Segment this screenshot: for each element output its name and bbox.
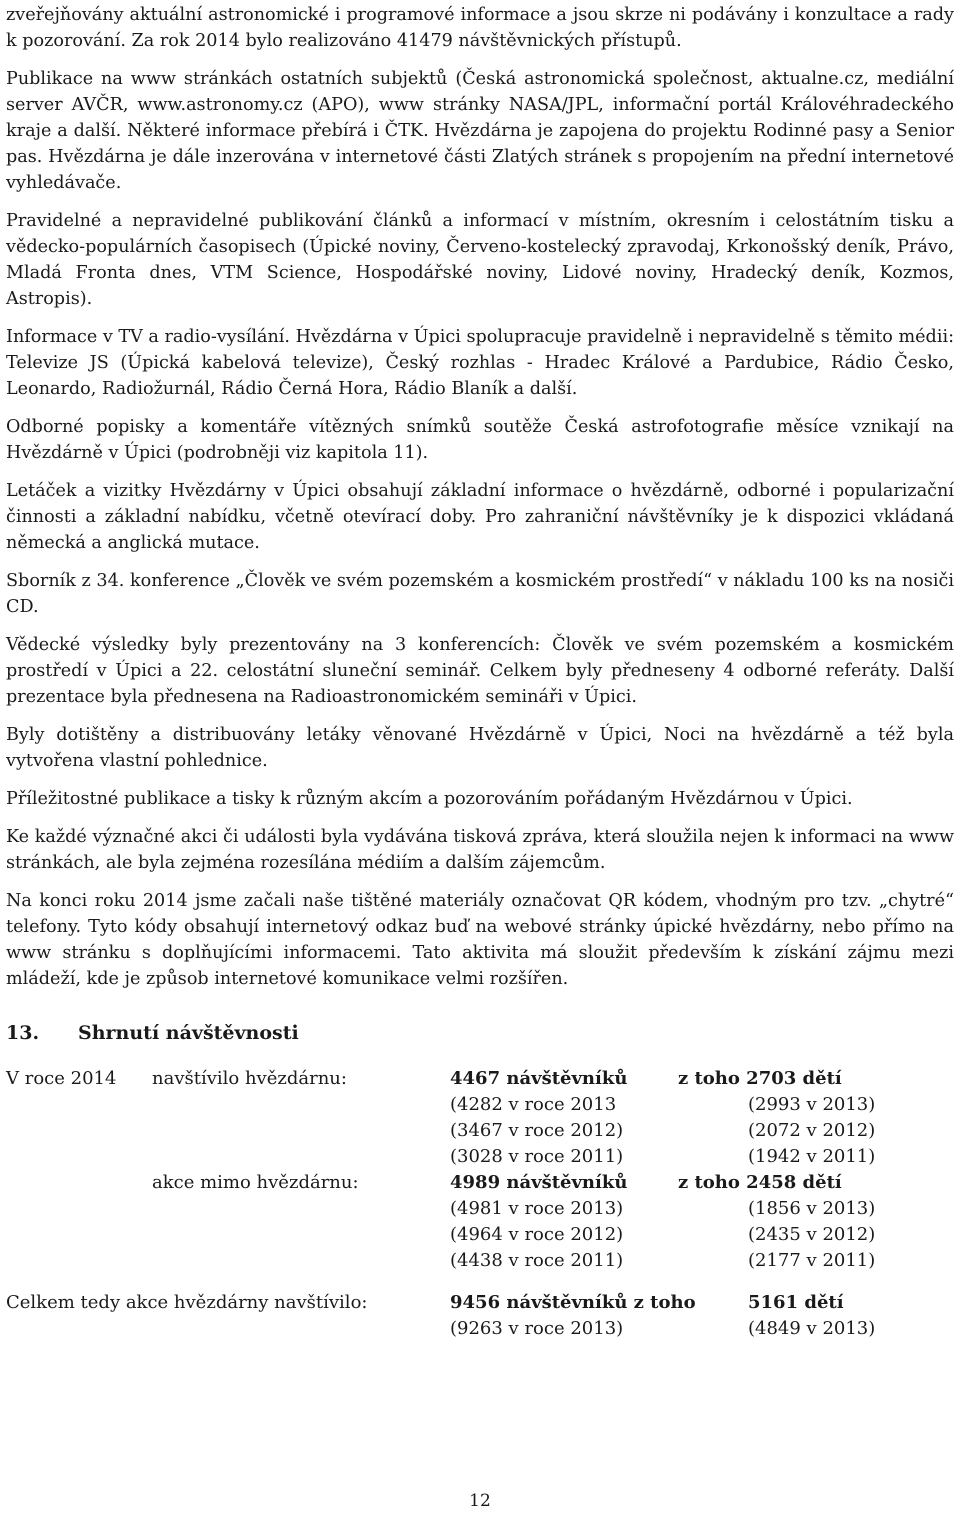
history-children: (1856 v 2013) <box>748 1198 876 1219</box>
history-children: (4849 v 2013) <box>748 1318 876 1339</box>
visited-total: 4467 návštěvníků <box>450 1068 628 1089</box>
paragraph-postcards: Byly dotištěny a distribuovány letáky věnované Hvězdárně v Úpici, Noci na hvězdárně a též byla vytvořena vlastní pohlednice. <box>6 725 954 771</box>
history-visitors: (4964 v roce 2012) <box>450 1224 624 1245</box>
paragraph-conferences: Vědecké výsledky byly prezentovány na 3 konferencích: Člověk ve svém pozemském a kosmickém prostředí v Úpici a 22. celostátní sluneční seminář. Celkem byly předneseny 4 odborné referáty. Další prezentace byla přednesena na Radioastronomickém semináři v Úpici. <box>6 635 954 707</box>
visited-label: navštívilo hvězdárnu: <box>152 1068 347 1089</box>
summary-history-row <box>6 1248 954 1274</box>
summary-row-total <box>6 1290 954 1316</box>
summary-history-row <box>6 1144 954 1170</box>
summary-row-outside <box>6 1170 954 1196</box>
summary-row-visited <box>6 1066 954 1092</box>
outside-total: 4989 návštěvníků <box>450 1172 628 1193</box>
paragraph-tv-radio: Informace v TV a radio-vysílání. Hvězdárna v Úpici spolupracuje pravidelně i nepravidelně s těmito médii: Televize JS (Úpická kabelová televize), Český rozhlas - Hradec Králové a Pardubice, Rádio Česko, Leonardo, Radiožurnál, Rádio Černá Hora, Rádio Blaník a další. <box>6 327 955 399</box>
summary-history-row <box>6 1222 954 1248</box>
year-label: V roce 2014 <box>6 1068 117 1089</box>
paragraph-web-info: zveřejňovány aktuální astronomické i programové informace a jsou skrze ni podávány i konzultace a rady k pozorování. Za rok 2014 bylo realizováno 41479 návštěvnických přístupů. <box>6 5 954 51</box>
history-children: (2435 v 2012) <box>748 1224 876 1245</box>
section-number: 13. <box>6 1022 40 1044</box>
history-children: (2072 v 2012) <box>748 1120 876 1141</box>
history-visitors: (3028 v roce 2011) <box>450 1146 624 1167</box>
total-label: Celkem tedy akce hvězdárny navštívilo: <box>6 1292 368 1313</box>
summary-history-row <box>6 1092 954 1118</box>
history-visitors: (4282 v roce 2013 <box>450 1094 617 1115</box>
document-page <box>6 0 954 1342</box>
attendance-summary <box>6 1066 954 1342</box>
history-children: (2993 v 2013) <box>748 1094 876 1115</box>
paragraph-qr-codes: Na konci roku 2014 jsme začali naše tištěné materiály označovat QR kódem, vhodným pro tzv. „chytré“ telefony. Tyto kódy obsahují internetový odkaz buď na webové stránky úpické hvězdárny, nebo přímo na www stránku s doplňujícími informacemi. Tato aktivita má sloužit především k získání zájmu mezi mládeží, kde je způsob internetové komunikace velmi rozšířen. <box>6 891 954 989</box>
paragraph-leaflets: Letáček a vizitky Hvězdárny v Úpici obsahují základní informace o hvězdárně, odborné i popularizační činnosti a základní nabídku, včetně otevírací doby. Pro zahraniční návštěvníky je k dispozici vkládaná německá a anglická mutace. <box>6 481 954 553</box>
section-title: Shrnutí návštěvnosti <box>78 1022 299 1044</box>
history-children: (2177 v 2011) <box>748 1250 876 1271</box>
outside-label: akce mimo hvězdárnu: <box>152 1172 359 1193</box>
summary-history-row <box>6 1316 954 1342</box>
paragraph-astrophoto: Odborné popisky a komentáře vítězných snímků soutěže Česká astrofotografie měsíce vznikají na Hvězdárně v Úpici (podrobněji viz kapitola 11). <box>6 417 954 463</box>
paragraph-press-releases: Ke každé význačné akci či události byla vydávána tisková zpráva, která sloužila nejen k informaci na www stránkách, ale byla zejména rozesílána médiím a dalším zájemcům. <box>6 827 954 873</box>
paragraph-occasional-prints: Příležitostné publikace a tisky k různým akcím a pozorováním pořádaným Hvězdárnou v Úpici. <box>6 789 853 809</box>
history-visitors: (4438 v roce 2011) <box>450 1250 624 1271</box>
history-visitors: (4981 v roce 2013) <box>450 1198 624 1219</box>
paragraph-publications: Publikace na www stránkách ostatních subjektů (Česká astronomická společnost, aktualne.cz, mediální server AVČR, www.astronomy.cz (APO), www stránky NASA/JPL, informační portál Královéhradeckého kraje a další. Některé informace přebírá i ČTK. Hvězdárna je zapojena do projektu Rodinné pasy a Senior pas. Hvězdárna je dále inzerována v internetové části Zlatých stránek s propojením na přední internetové vyhledávače. <box>6 69 954 193</box>
summary-history-row <box>6 1196 954 1222</box>
visited-children: z toho 2703 dětí <box>678 1068 842 1089</box>
section-heading <box>6 1020 954 1046</box>
total-visitors: 9456 návštěvníků z toho <box>450 1292 696 1313</box>
paragraph-proceedings: Sborník z 34. konference „Člověk ve svém pozemském a kosmickém prostředí“ v nákladu 100 ks na nosiči CD. <box>6 571 954 617</box>
history-visitors: (3467 v roce 2012) <box>450 1120 624 1141</box>
paragraph-press: Pravidelné a nepravidelné publikování článků a informací v místním, okresním i celostátním tisku a vědecko-populárních časopisech (Úpické noviny, Červeno-kostelecký zpravodaj, Krkonošský deník, Právo, Mladá Fronta dnes, VTM Science, Hospodářské noviny, Lidové noviny, Hradecký deník, Kozmos, Astropis). <box>6 211 954 309</box>
summary-history-row <box>6 1118 954 1144</box>
history-children: (1942 v 2011) <box>748 1146 876 1167</box>
page-number: 12 <box>469 1491 491 1511</box>
total-children: 5161 dětí <box>748 1292 844 1313</box>
history-visitors: (9263 v roce 2013) <box>450 1318 624 1339</box>
outside-children: z toho 2458 dětí <box>678 1172 842 1193</box>
